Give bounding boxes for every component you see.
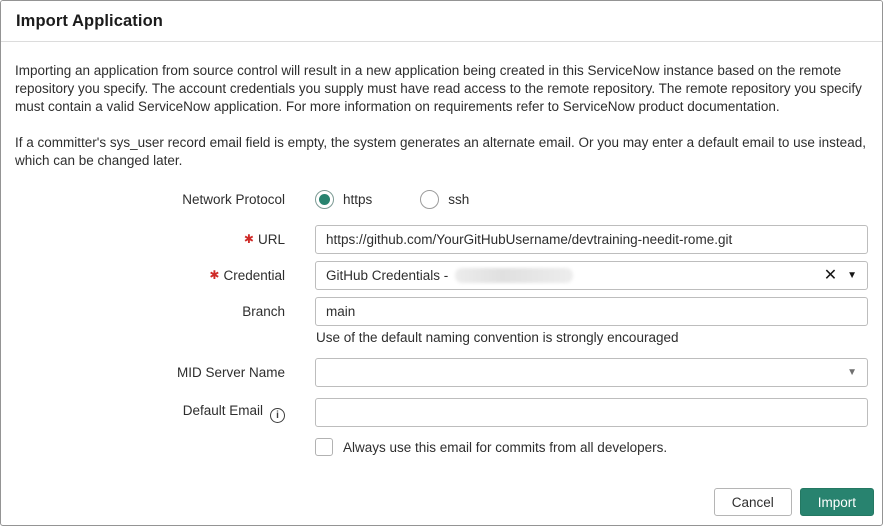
radio-option-https[interactable] xyxy=(315,190,372,209)
radio-option-ssh[interactable] xyxy=(420,190,469,209)
url-label: URL xyxy=(257,232,285,247)
chevron-down-icon[interactable]: ▼ xyxy=(847,269,857,281)
form-row-branch xyxy=(15,297,868,326)
email-checkbox-control xyxy=(315,438,868,456)
mid-server-control xyxy=(315,358,868,387)
mid-server-label: MID Server Name xyxy=(176,365,285,380)
mid-server-select[interactable] xyxy=(315,358,868,387)
form-row-mid-server xyxy=(15,358,868,387)
radio-selected-dot xyxy=(319,194,330,205)
credential-redacted-value xyxy=(455,268,573,283)
form-row-network-protocol xyxy=(15,190,868,209)
info-icon[interactable]: i xyxy=(270,408,285,423)
radio-button-icon xyxy=(420,190,439,209)
credential-value: GitHub Credentials - xyxy=(326,268,449,283)
url-control xyxy=(315,225,868,254)
intro-paragraph-1: Importing an application from source control will result in a new application being created in this ServiceNow instance based on the remote repository you specify. The account credentials you supply must have read access to the remote repository. The remote repository you specify must contain a valid ServiceNow application. For more information on requirements refer to ServiceNow product documentation. xyxy=(15,63,862,114)
form-row-email-checkbox xyxy=(15,438,868,456)
radio-button-icon xyxy=(315,190,334,209)
dialog-title: Import Application xyxy=(16,11,163,30)
import-button[interactable]: Import xyxy=(800,488,874,516)
form-row-credential xyxy=(15,261,868,290)
branch-help-text: Use of the default naming convention is strongly encouraged xyxy=(316,330,679,345)
network-protocol-radio-group xyxy=(315,190,868,209)
dialog-header xyxy=(1,1,882,42)
dialog-body xyxy=(1,42,882,456)
form-row-branch-help xyxy=(15,330,868,345)
email-checkbox[interactable] xyxy=(315,438,333,456)
import-form xyxy=(15,190,868,456)
cancel-button[interactable]: Cancel xyxy=(714,488,792,516)
default-email-label-wrap xyxy=(15,403,285,423)
credential-picker[interactable] xyxy=(315,261,868,290)
radio-label-https: https xyxy=(343,192,373,207)
intro-paragraph-2: If a committer's sys_user record email field is empty, the system generates an alternate email. Or you may enter a default email to use instead, which can be changed later. xyxy=(15,135,866,168)
branch-control xyxy=(315,297,868,326)
default-email-control xyxy=(315,398,868,427)
default-email-label: Default Email xyxy=(182,402,263,418)
credential-icons xyxy=(824,268,857,284)
required-indicator-icon: ✱ xyxy=(243,232,254,246)
form-row-default-email xyxy=(15,398,868,427)
credential-label-wrap xyxy=(15,268,285,283)
dialog-footer xyxy=(714,488,874,516)
credential-label: Credential xyxy=(223,268,285,283)
network-protocol-label: Network Protocol xyxy=(182,192,285,207)
default-email-input[interactable] xyxy=(315,398,868,427)
form-row-url xyxy=(15,225,868,254)
chevron-down-icon[interactable]: ▼ xyxy=(847,366,857,378)
radio-label-ssh: ssh xyxy=(448,192,470,207)
credential-control xyxy=(315,261,868,290)
clear-icon[interactable]: ✕ xyxy=(823,266,838,284)
required-indicator-icon: ✱ xyxy=(209,268,220,282)
email-checkbox-label: Always use this email for commits from all developers. xyxy=(343,439,668,455)
branch-input[interactable] xyxy=(315,297,868,326)
branch-label: Branch xyxy=(242,304,285,319)
url-label-wrap xyxy=(15,232,285,247)
url-input[interactable] xyxy=(315,225,868,254)
